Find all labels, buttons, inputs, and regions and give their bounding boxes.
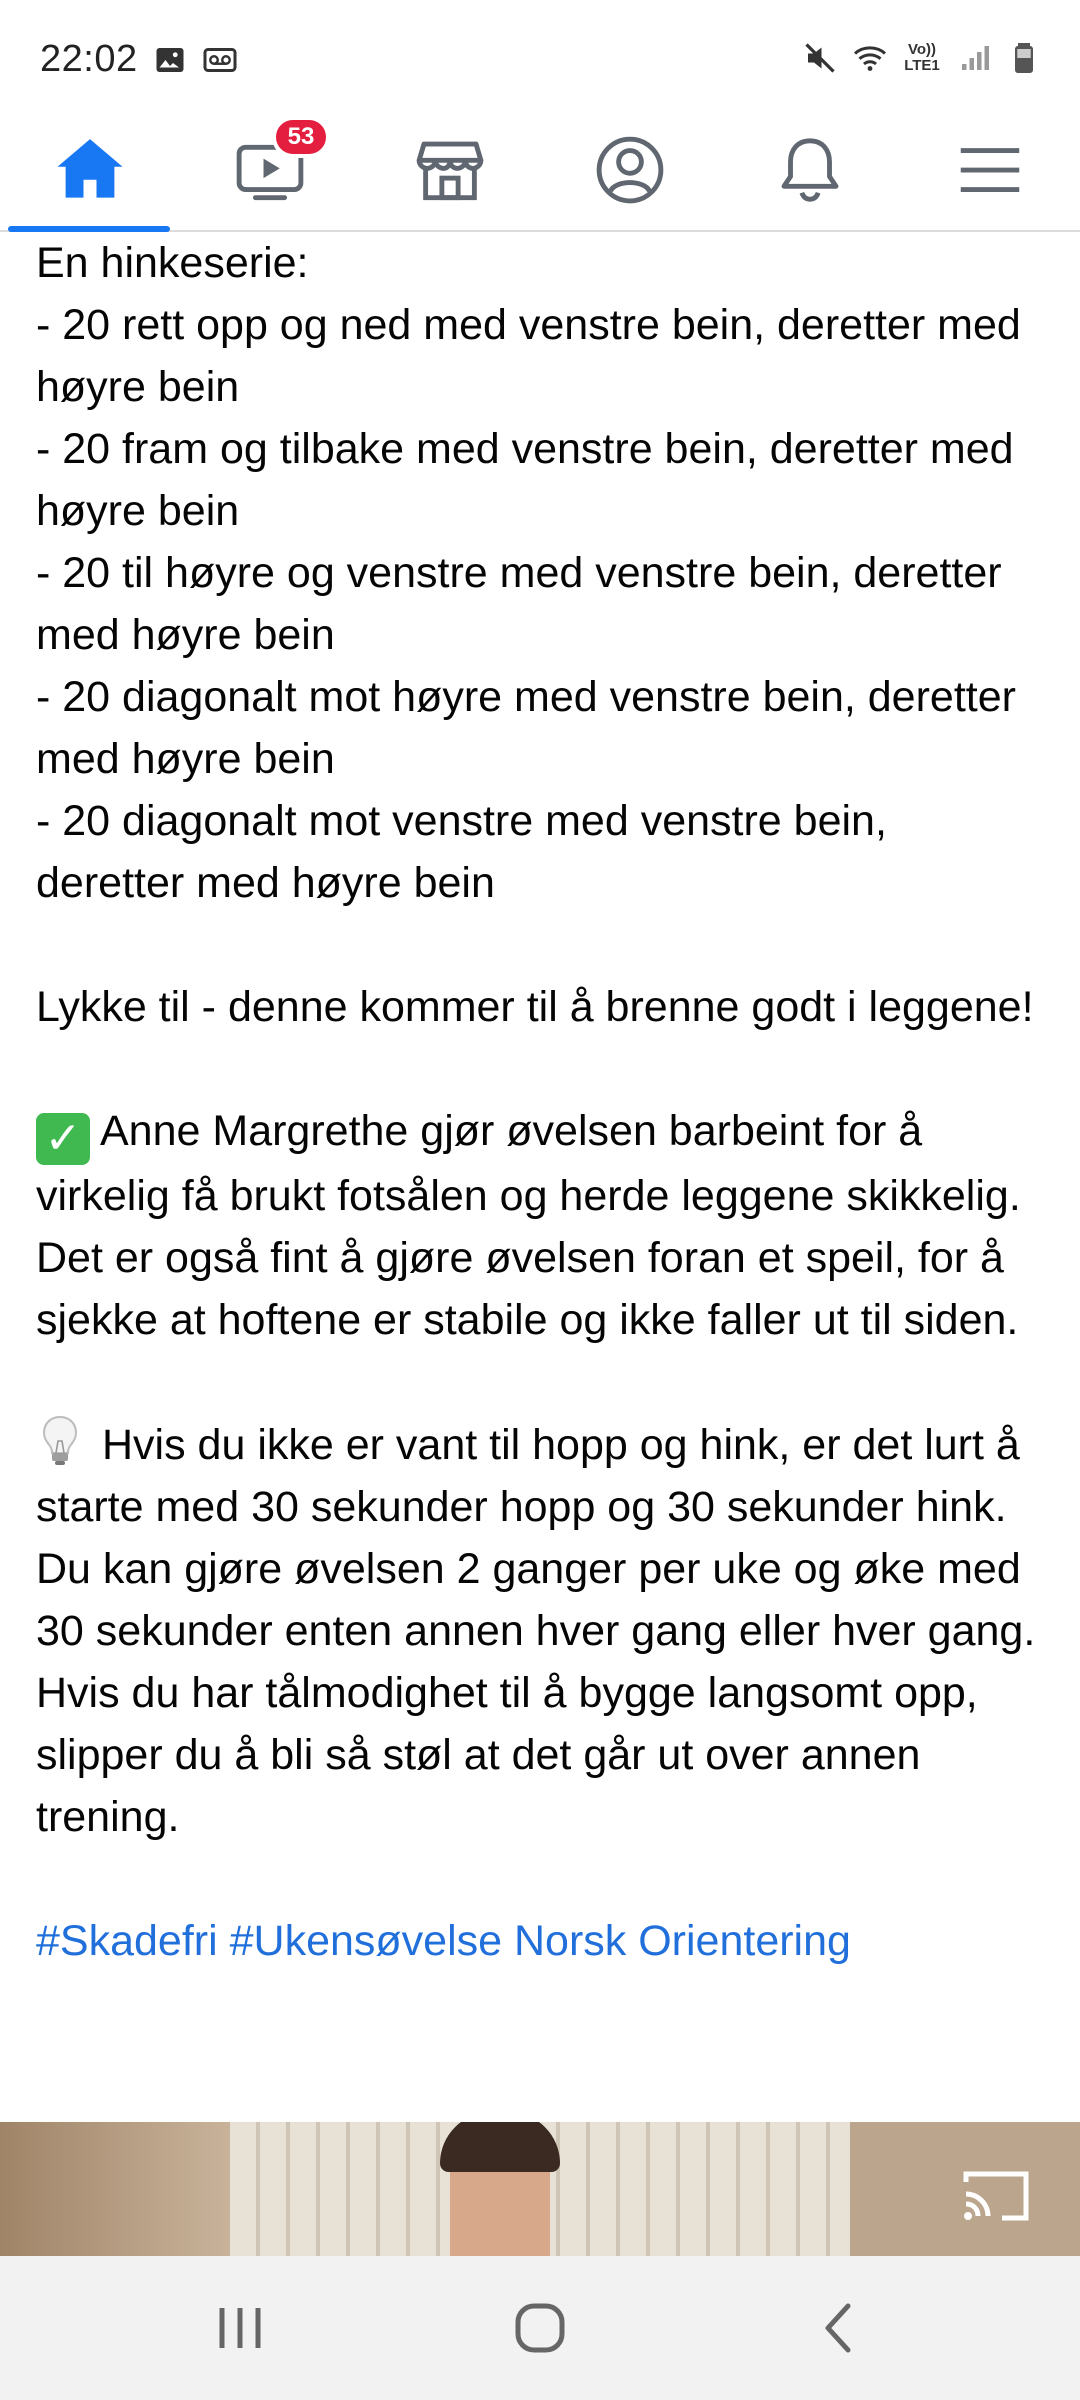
- video-frame-left: [0, 2122, 230, 2256]
- tab-home[interactable]: [0, 110, 180, 230]
- tab-marketplace[interactable]: [360, 110, 540, 230]
- home-icon: [51, 131, 129, 209]
- status-bar: [0, 0, 1080, 110]
- status-time: 22:02: [40, 38, 138, 80]
- home-circle-icon: [510, 2298, 570, 2358]
- video-person-hair: [440, 2122, 560, 2172]
- tab-profile[interactable]: [540, 110, 720, 230]
- signal-icon: [956, 40, 992, 76]
- hashtag-links[interactable]: #Skadefri #Ukensøvelse Norsk Orientering: [36, 1917, 851, 1965]
- status-left-icons: [152, 42, 238, 78]
- hamburger-icon: [951, 131, 1029, 209]
- post-line: - 20 diagonalt mot venstre med venstre bein, deretter med høyre bein: [36, 797, 887, 907]
- tab-notifications[interactable]: [720, 110, 900, 230]
- check-paragraph-text: Anne Margrethe gjør øvelsen barbeint for å virkelig få brukt fotsålen og herde leggene skikkelig. Det er også fint å gjøre øvelsen foran et speil, for å sjekke at hoftene er stabile og ikke faller ut til siden.: [36, 1107, 1021, 1344]
- post-line: - 20 til høyre og venstre med venstre bein, deretter med høyre bein: [36, 549, 1002, 659]
- voicemail-icon: [202, 42, 238, 78]
- wifi-icon: [852, 40, 888, 76]
- lte-top-label: Vo)): [907, 41, 937, 58]
- profile-icon: [591, 131, 669, 209]
- bulb-paragraph: [36, 1413, 1046, 1848]
- home-button[interactable]: [440, 2256, 640, 2400]
- check-mark-icon: ✓: [36, 1113, 90, 1165]
- lte-indicator: [902, 42, 942, 74]
- image-icon: [152, 42, 188, 78]
- system-navigation-bar: [0, 2256, 1080, 2400]
- lte-bottom-label: LTE1: [904, 57, 940, 74]
- paragraph-spacer: [36, 1848, 1046, 1910]
- light-bulb-icon: [36, 1413, 84, 1469]
- bell-icon: [771, 131, 849, 209]
- paragraph-spacer: [36, 914, 1046, 976]
- video-player[interactable]: [0, 2122, 1080, 2256]
- post-line: En hinkeserie:: [36, 239, 309, 287]
- tab-watch[interactable]: [180, 110, 360, 230]
- post-line: - 20 diagonalt mot høyre med venstre bein, deretter med høyre bein: [36, 673, 1016, 783]
- top-nav: [0, 110, 1080, 232]
- paragraph-spacer: [36, 1038, 1046, 1100]
- cast-icon[interactable]: [958, 2166, 1034, 2226]
- post-line: - 20 fram og tilbake med venstre bein, deretter med høyre bein: [36, 425, 1014, 535]
- check-paragraph: [36, 1100, 1046, 1351]
- status-right-icons: [802, 40, 1042, 76]
- mute-icon: [802, 40, 838, 76]
- post-body: [36, 232, 1046, 1972]
- paragraph-spacer: [36, 1351, 1046, 1413]
- watch-badge: 53: [272, 116, 330, 158]
- back-icon: [810, 2298, 870, 2358]
- post-line: - 20 rett opp og ned med venstre bein, deretter med høyre bein: [36, 301, 1021, 411]
- back-button[interactable]: [740, 2256, 940, 2400]
- post-closing: Lykke til - denne kommer til å brenne godt i leggene!: [36, 983, 1034, 1031]
- store-icon: [411, 131, 489, 209]
- recent-apps-icon: [210, 2298, 270, 2358]
- bulb-paragraph-text: Hvis du ikke er vant til hopp og hink, er det lurt å starte med 30 sekunder hopp og 30 sekunder hink. Du kan gjøre øvelsen 2 ganger per uke og øke med 30 sekunder enten annen hver gang eller hver gang. Hvis du har tålmodighet til å bygge langsomt opp, slipper du å bli så støl at det går ut over annen trening.: [36, 1421, 1036, 1841]
- tab-menu[interactable]: [900, 110, 1080, 230]
- battery-icon: [1006, 40, 1042, 76]
- recent-apps-button[interactable]: [140, 2256, 340, 2400]
